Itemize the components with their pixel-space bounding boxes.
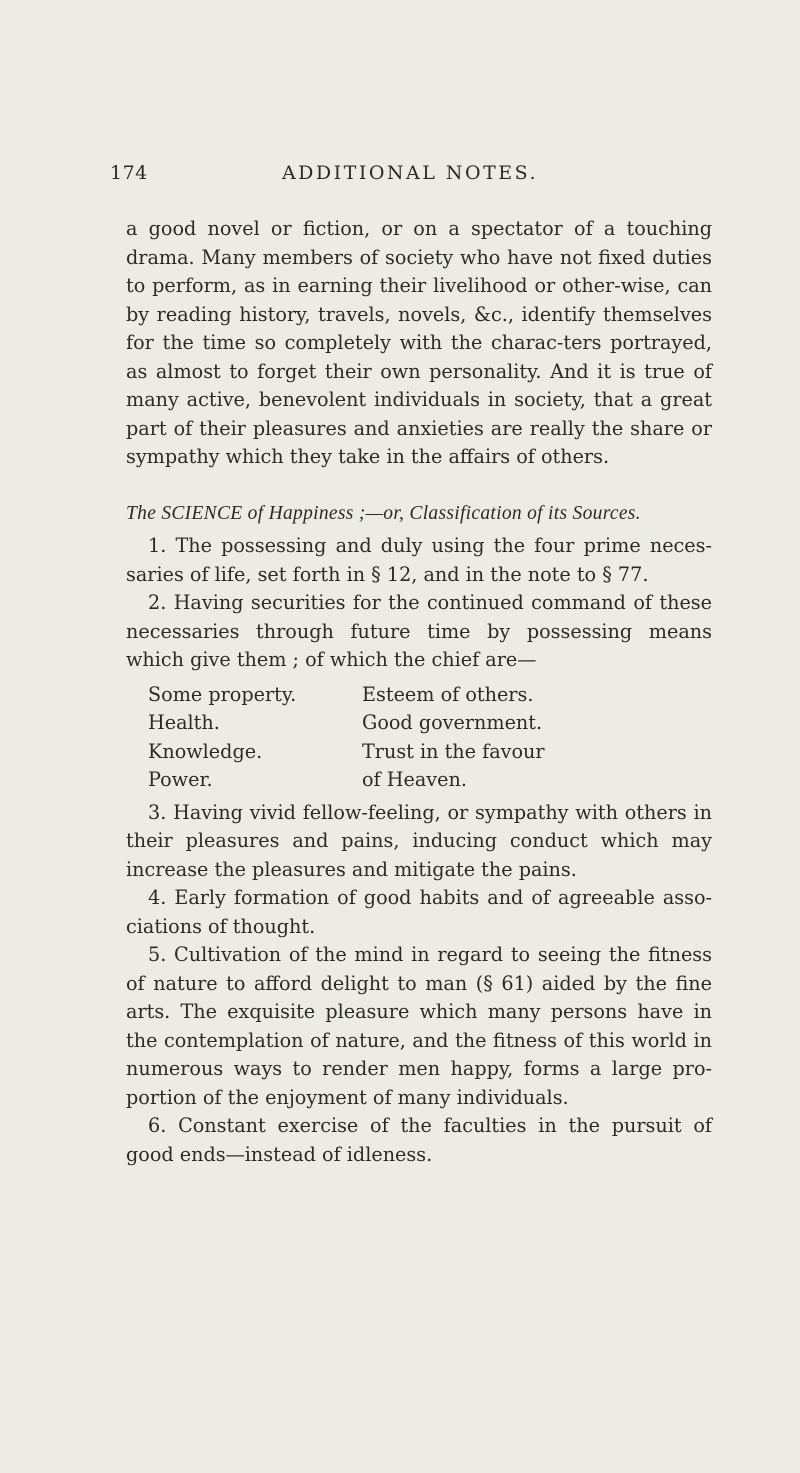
source-entry: Power. xyxy=(148,768,213,791)
source-entry: of Heaven. xyxy=(362,768,467,791)
source-entry: Knowledge. xyxy=(148,739,263,763)
running-head xyxy=(110,162,710,202)
source-entry: Health. xyxy=(148,711,220,734)
sources-columns xyxy=(148,681,712,795)
list-item: 4. Early formation of good habits and of agreeable asso-ciations of thought. xyxy=(126,886,712,938)
sources-column-left xyxy=(148,681,362,795)
list-item: 2. Having securities for the continued command of these necessaries through future time by possessing means which give them ; of which the chief are— xyxy=(126,591,712,671)
sources-column-right xyxy=(362,681,545,795)
page-number: 174 xyxy=(110,162,148,184)
running-title: ADDITIONAL NOTES. xyxy=(281,162,539,184)
list-item: 1. The possessing and duly using the four prime neces-saries of life, set forth in § 12, and in the note to § 77. xyxy=(126,534,712,586)
source-entry: Some property. xyxy=(148,682,297,706)
source-entry: Esteem of others. xyxy=(362,682,534,706)
source-entry: Good government. xyxy=(362,711,543,734)
list-item: 5. Cultivation of the mind in regard to seeing the fitness of nature to afford delight to man (§ 61) aided by the fine arts. The exquisite pleasure which many persons have in the contemplation of nature, and the fitness of this world in numerous ways to render men happy, forms a large pro-portion of the enjoyment of many individuals. xyxy=(126,943,712,1109)
page-body xyxy=(126,215,712,1169)
source-entry: Trust in the favour xyxy=(362,739,545,763)
list-item: 6. Constant exercise of the faculties in the pursuit of good ends—instead of idleness. xyxy=(126,1114,712,1166)
section-heading: The SCIENCE of Happiness ;—or, Classification of its Sources. xyxy=(126,502,641,524)
intro-paragraph: a good novel or fiction, or on a spectator of a touching drama. Many members of society who have not fixed duties to perform, as in earning their livelihood or other-wise, can by reading history, travels, novels, &c., identify themselves for the time so completely with the charac-ters portrayed, as almost to forget their own personality. And it is true of many active, benevolent individuals in society, that a great part of their pleasures and anxieties are really the share or sympathy which they take in the affairs of others. xyxy=(126,217,712,468)
list-item: 3. Having vivid fellow-feeling, or sympathy with others in their pleasures and pains, inducing conduct which may increase the pleasures and mitigate the pains. xyxy=(126,800,712,881)
